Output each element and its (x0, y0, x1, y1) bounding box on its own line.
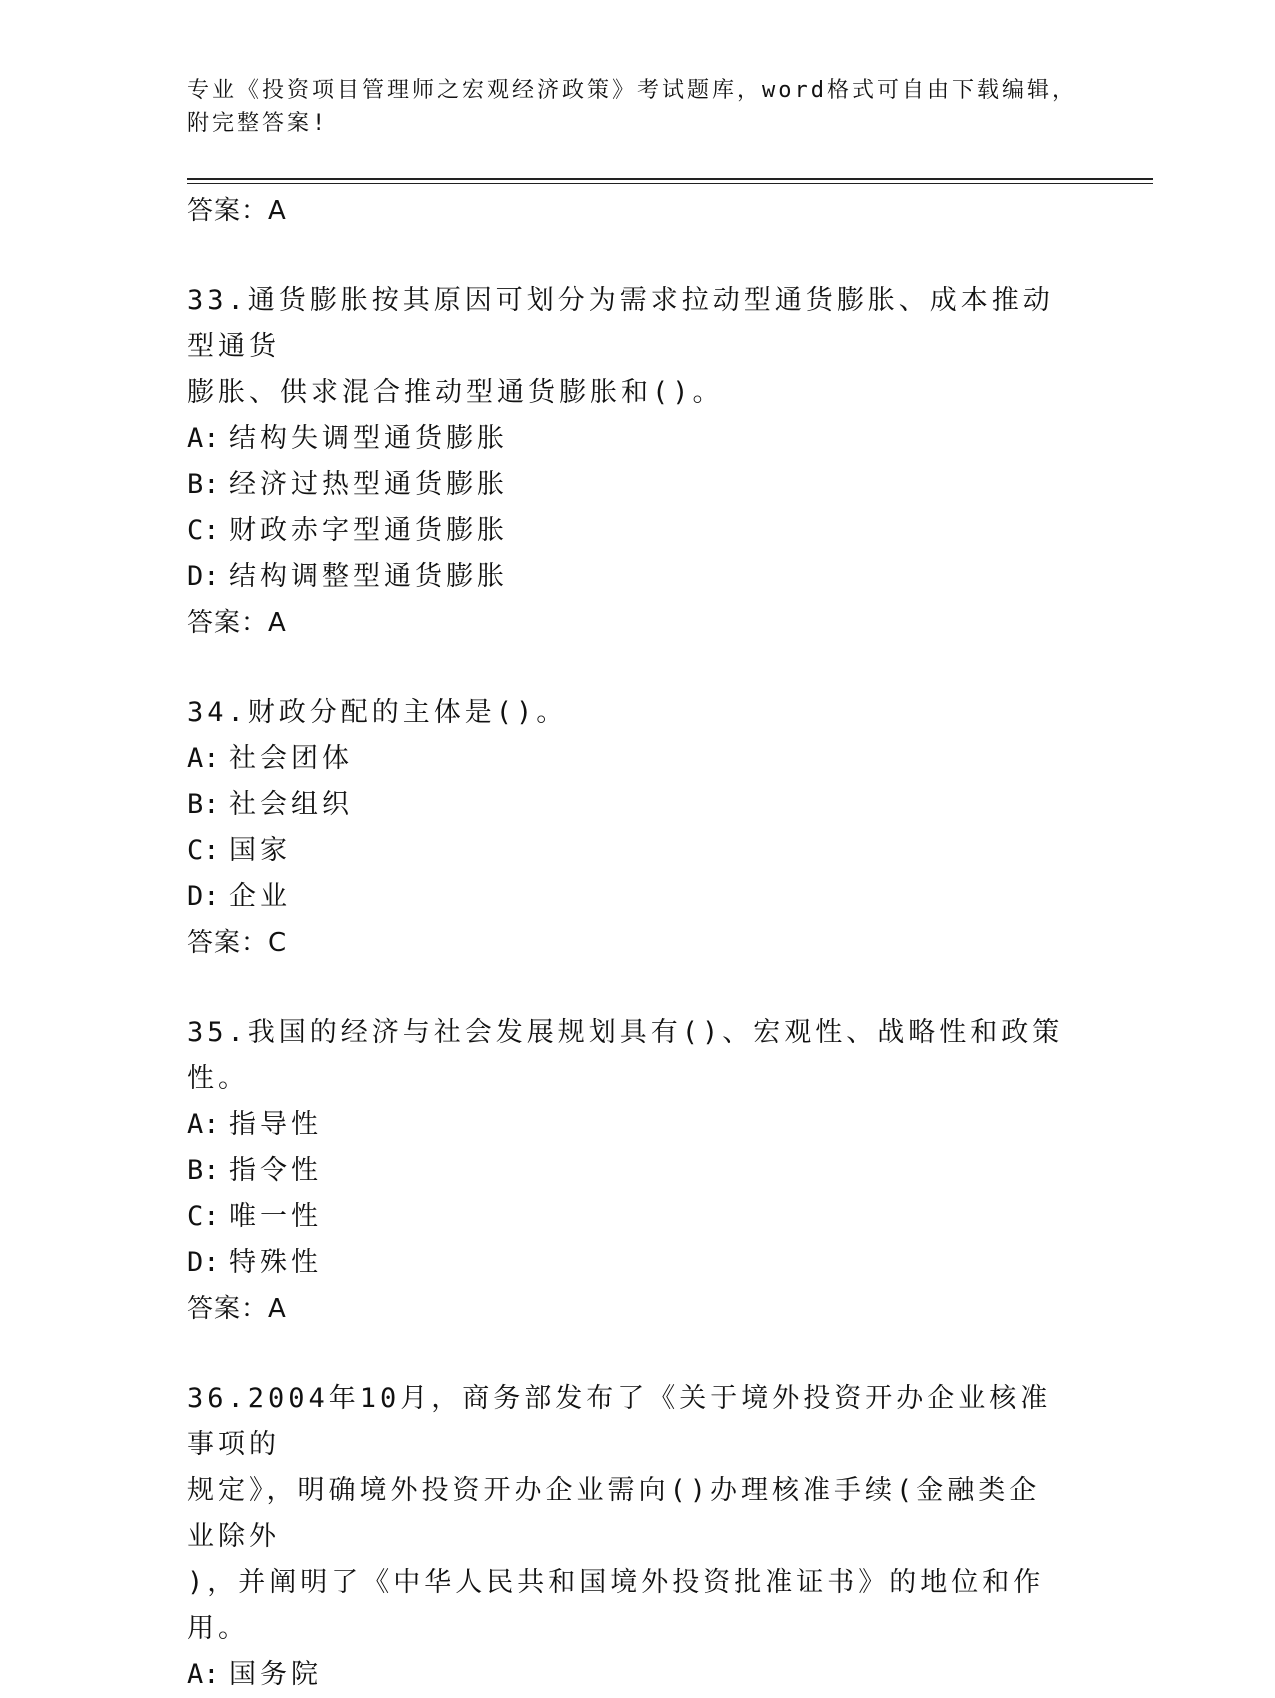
question-stem-line: 33.通货膨胀按其原因可划分为需求拉动型通货膨胀、成本推动型通货 (187, 285, 1054, 362)
option-c (187, 828, 1087, 874)
header-line-1: 专业《投资项目管理师之宏观经济政策》考试题库，word格式可自由下载编辑， (187, 78, 1077, 103)
question-answer (187, 1286, 1087, 1332)
answer-value: A (268, 608, 287, 638)
answer-label: 答案： (187, 196, 269, 226)
question-stem-line: 35.我国的经济与社会发展规划具有()、宏观性、战略性和政策性。 (187, 1017, 1064, 1094)
option-text: 结构失调型通货膨胀 (229, 423, 508, 454)
answer-value: A (268, 1294, 287, 1324)
question-answer (187, 600, 1087, 646)
option-text: 财政赤字型通货膨胀 (229, 515, 508, 546)
header-divider-thick (187, 178, 1153, 180)
option-key: B: (187, 1155, 220, 1186)
question-33 (187, 278, 1087, 646)
question-34 (187, 690, 1087, 966)
option-key: A: (187, 423, 220, 454)
option-key: A: (187, 743, 220, 774)
option-d (187, 1240, 1087, 1286)
question-stem (187, 1376, 1067, 1652)
question-stem (187, 1010, 1067, 1102)
question-stem-line: 36.2004年10月，商务部发布了《关于境外投资开办企业核准事项的 (187, 1383, 1052, 1460)
option-text: 结构调整型通货膨胀 (229, 561, 508, 592)
question-stem-line: 34.财政分配的主体是()。 (187, 697, 568, 728)
option-c (187, 508, 1087, 554)
option-text: 企业 (229, 881, 291, 912)
option-text: 社会团体 (229, 743, 353, 774)
question-stem-line: )，并阐明了《中华人民共和国境外投资批准证书》的地位和作用。 (187, 1567, 1045, 1644)
option-text: 国务院 (229, 1659, 322, 1690)
option-key: C: (187, 1201, 220, 1232)
question-stem-line: 规定》，明确境外投资开办企业需向()办理核准手续(金融类企业除外 (187, 1475, 1041, 1552)
option-key: C: (187, 835, 220, 866)
question-stem (187, 690, 1067, 736)
question-35 (187, 1010, 1087, 1332)
option-text: 指导性 (229, 1109, 322, 1140)
option-d (187, 554, 1087, 600)
option-b (187, 782, 1087, 828)
question-answer (187, 920, 1087, 966)
answer-label: 答案： (187, 608, 269, 638)
option-b (187, 462, 1087, 508)
option-b (187, 1148, 1087, 1194)
answer-value: A (268, 196, 287, 226)
option-c (187, 1194, 1087, 1240)
answer-label: 答案： (187, 928, 269, 958)
option-key: C: (187, 515, 220, 546)
answer-label: 答案： (187, 1294, 269, 1324)
option-text: 指令性 (229, 1155, 322, 1186)
question-stem (187, 278, 1067, 416)
option-text: 经济过热型通货膨胀 (229, 469, 508, 500)
question-list (187, 188, 1087, 1698)
option-a (187, 1102, 1087, 1148)
option-key: B: (187, 469, 220, 500)
option-text: 社会组织 (229, 789, 353, 820)
option-d (187, 874, 1087, 920)
document-header (187, 74, 1087, 140)
question-stem-line: 膨胀、供求混合推动型通货膨胀和()。 (187, 377, 724, 408)
option-key: D: (187, 881, 220, 912)
option-text: 唯一性 (229, 1201, 322, 1232)
option-text: 国家 (229, 835, 291, 866)
option-a (187, 416, 1087, 462)
header-line-2: 附完整答案! (187, 111, 329, 136)
answer-value: C (268, 928, 288, 958)
option-a (187, 1652, 1087, 1698)
option-key: D: (187, 1247, 220, 1278)
previous-answer (187, 188, 1087, 234)
option-key: B: (187, 789, 220, 820)
option-text: 特殊性 (229, 1247, 322, 1278)
option-a (187, 736, 1087, 782)
header-divider-thin (187, 183, 1153, 184)
option-key: A: (187, 1659, 220, 1690)
option-key: D: (187, 561, 220, 592)
option-key: A: (187, 1109, 220, 1140)
